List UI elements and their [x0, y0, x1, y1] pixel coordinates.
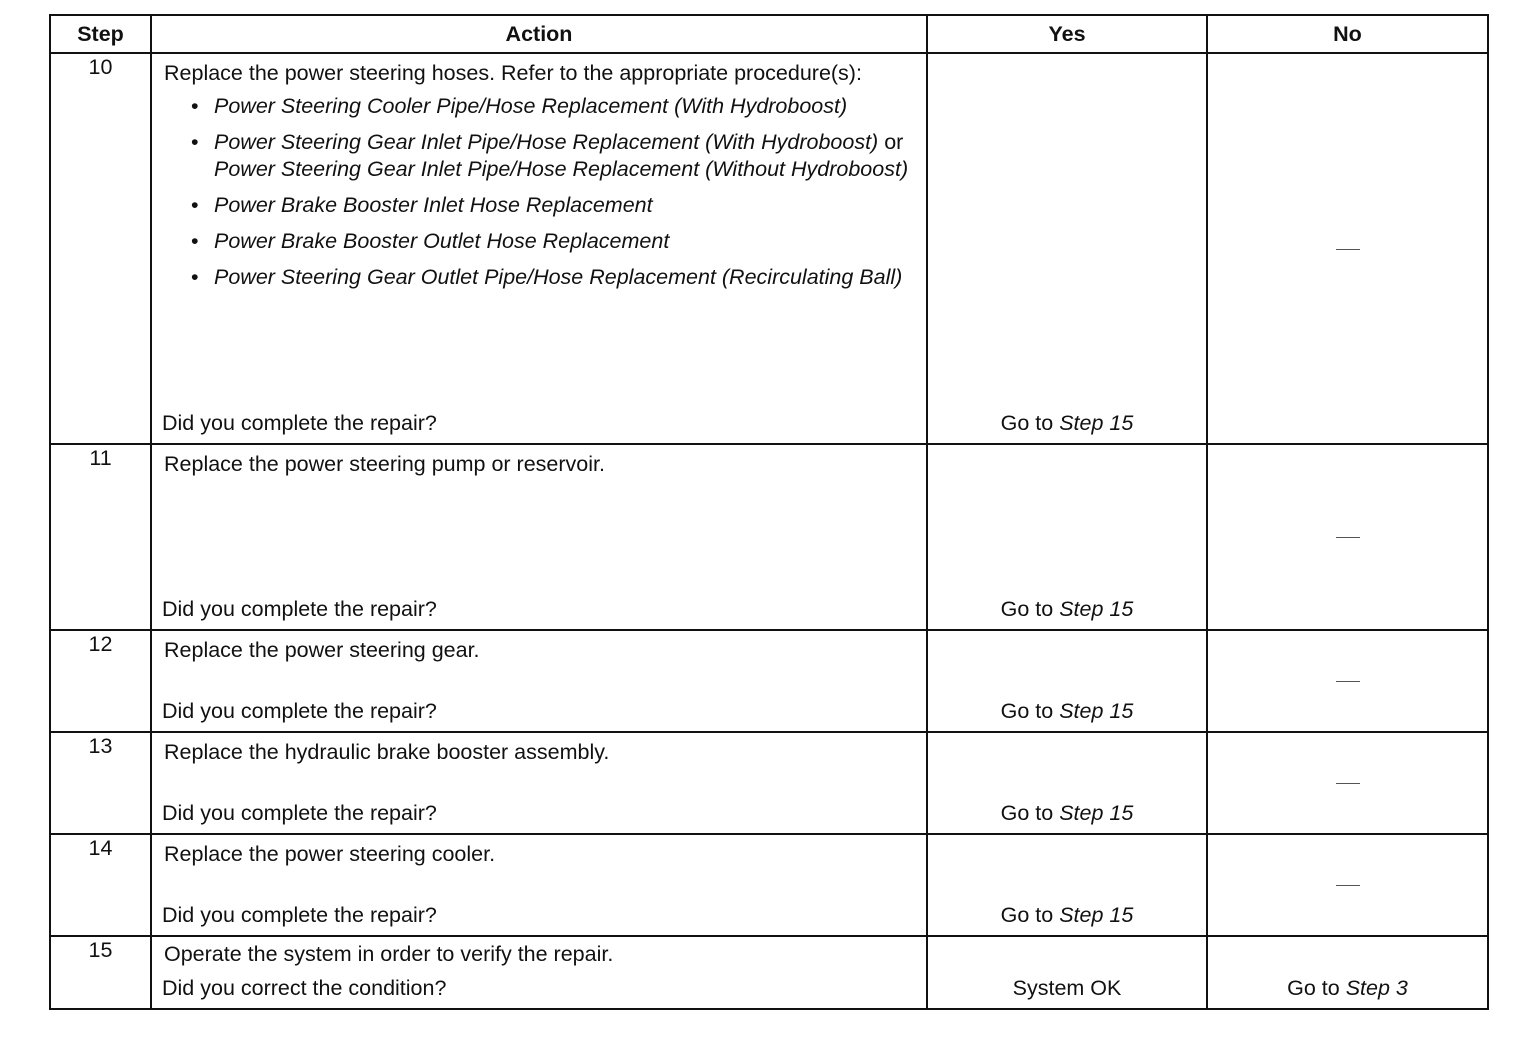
action-body [164, 60, 916, 300]
yes-cell [927, 444, 1207, 630]
procedure-link[interactable]: Power Brake Booster Outlet Hose Replacement [214, 229, 670, 253]
bullet-icon: • [191, 130, 199, 154]
no-dash [1336, 681, 1360, 682]
action-cell [151, 936, 927, 1009]
no-cell [1207, 834, 1488, 936]
procedure-link[interactable]: Power Brake Booster Inlet Hose Replacement [214, 193, 653, 217]
header-yes: Yes [927, 15, 1207, 53]
step-number: 14 [50, 834, 151, 936]
step-link[interactable]: Step 15 [1059, 411, 1134, 435]
yes-result [928, 902, 1206, 929]
action-intro: Replace the power steering gear. [164, 638, 480, 662]
no-dash [1336, 885, 1360, 886]
procedure-link[interactable]: Power Steering Gear Outlet Pipe/Hose Replacement (Recirculating Ball) [214, 265, 903, 289]
no-cell [1207, 936, 1488, 1009]
no-cell [1207, 53, 1488, 444]
no-cell [1207, 732, 1488, 834]
step-link[interactable]: Step 15 [1059, 801, 1134, 825]
procedure-list [164, 93, 916, 291]
yes-result: System OK [1012, 976, 1122, 1000]
procedure-item [164, 264, 916, 291]
step-number: 11 [50, 444, 151, 630]
yes-cell [927, 732, 1207, 834]
action-question: Did you complete the repair? [162, 903, 437, 927]
procedure-item [164, 192, 916, 219]
no-dash [1336, 783, 1360, 784]
goto-prefix: Go to [1000, 411, 1054, 435]
no-cell [1207, 444, 1488, 630]
procedure-link[interactable]: Power Steering Gear Inlet Pipe/Hose Replacement (Without Hydroboost) [214, 157, 909, 181]
table-row [50, 732, 1488, 834]
procedure-item [164, 93, 916, 120]
yes-result [928, 410, 1206, 437]
bullet-icon: • [191, 229, 199, 253]
goto-prefix: Go to [1000, 801, 1054, 825]
action-intro: Replace the power steering cooler. [164, 842, 496, 866]
step-number: 10 [50, 53, 151, 444]
step-number: 15 [50, 936, 151, 1009]
no-dash [1336, 537, 1360, 538]
table-row [50, 630, 1488, 732]
yes-cell [927, 53, 1207, 444]
header-action: Action [151, 15, 927, 53]
yes-cell [927, 936, 1207, 1009]
procedure-item [164, 228, 916, 255]
step-number: 12 [50, 630, 151, 732]
procedure-link[interactable]: Power Steering Cooler Pipe/Hose Replacement (With Hydroboost) [214, 94, 848, 118]
no-cell [1207, 630, 1488, 732]
step-link[interactable]: Step 15 [1059, 699, 1134, 723]
step-number: 13 [50, 732, 151, 834]
goto-prefix: Go to [1000, 903, 1054, 927]
step-link[interactable]: Step 15 [1059, 903, 1134, 927]
action-intro: Replace the power steering hoses. Refer to the appropriate procedure(s): [164, 61, 862, 85]
bullet-icon: • [191, 193, 199, 217]
procedure-connector: or [884, 130, 904, 154]
table-row [50, 834, 1488, 936]
yes-cell [927, 630, 1207, 732]
action-cell [151, 444, 927, 630]
goto-prefix: Go to [1287, 976, 1340, 1000]
action-question: Did you complete the repair? [162, 411, 437, 435]
bullet-icon: • [191, 265, 199, 289]
action-cell [151, 732, 927, 834]
table-row [50, 444, 1488, 630]
procedure-link[interactable]: Power Steering Gear Inlet Pipe/Hose Replacement (With Hydroboost) [214, 130, 879, 154]
procedure-item [164, 129, 916, 183]
diagnostic-table [49, 14, 1489, 1010]
yes-result [928, 596, 1206, 623]
action-question: Did you complete the repair? [162, 699, 437, 723]
action-intro: Operate the system in order to verify the repair. [164, 942, 614, 966]
step-link[interactable]: Step 3 [1345, 976, 1408, 1000]
step-link[interactable]: Step 15 [1059, 597, 1134, 621]
header-no: No [1207, 15, 1488, 53]
yes-result [928, 800, 1206, 827]
no-result [1208, 975, 1487, 1002]
yes-cell [927, 834, 1207, 936]
header-row [50, 15, 1488, 53]
table-row [50, 936, 1488, 1009]
bullet-icon: • [191, 94, 199, 118]
action-question: Did you complete the repair? [162, 597, 437, 621]
action-question: Did you complete the repair? [162, 801, 437, 825]
action-question: Did you correct the condition? [162, 976, 447, 1000]
action-intro: Replace the hydraulic brake booster assembly. [164, 740, 610, 764]
yes-result [928, 698, 1206, 725]
no-dash [1336, 249, 1360, 250]
table-row [50, 53, 1488, 444]
goto-prefix: Go to [1000, 699, 1054, 723]
action-cell [151, 630, 927, 732]
action-intro: Replace the power steering pump or reservoir. [164, 452, 605, 476]
goto-prefix: Go to [1000, 597, 1054, 621]
action-cell [151, 834, 927, 936]
header-step: Step [50, 15, 151, 53]
action-cell [151, 53, 927, 444]
